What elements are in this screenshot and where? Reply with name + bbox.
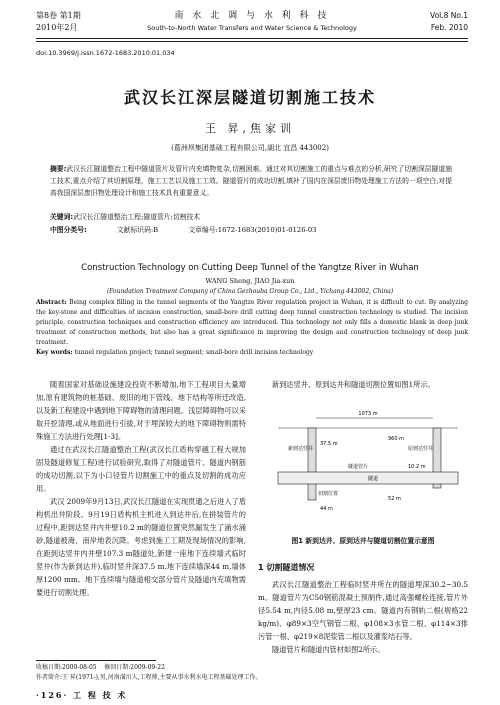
- keywords-text: 武汉长江隧道整治工程;隧道管片;切割技术: [73, 213, 201, 221]
- doc-code: 文献标识码:B: [116, 226, 159, 234]
- paper-title: 武汉长江深层隧道切割施工技术: [123, 88, 376, 107]
- english-authors: WANG Sheng, JIAO Jia-xun: [205, 277, 295, 285]
- header-journal: [146, 10, 358, 34]
- article-number: 文章编号:1672-1683(2010)01-0126-03: [188, 226, 317, 234]
- fig-label: 隧道: [368, 476, 379, 482]
- abstract-text: 武汉长江隧道整治工程中隧道管片及管片内充填物复杂,切割困难。通过对其切割施工的重点与难点的分析,研究了切割深层隧道施工技术,重点介绍了其切割原理、施工工艺以及施工工效。隧道管片的成功切割,填补了国内在深层废旧物处理施工方法的一项空白,对提高我国深层废旧物处理设计和施工技术具有重要意义。: [50, 165, 452, 197]
- right-column-intro: [258, 378, 468, 391]
- english-keywords-text: tunnel regulation project; tunnel segment; small-bore drill incision technology: [74, 349, 314, 356]
- header-right: [430, 10, 468, 34]
- fig-label: 切割位置: [318, 491, 339, 497]
- footnote: [36, 663, 468, 683]
- body-paragraph: 通过在武汉长江隧道整治工程(武汉长江盾构穿越工程大规加固及隧道修复工程)进行试验研究,取得了对隧道管片、隧道内钢筋的成功切割,以下为小口径管片切割施工中的重点及切割的成功应用。: [36, 445, 246, 493]
- affiliation: (葛洲坝集团基础工程有限公司,湖北 宜昌 443002): [171, 144, 329, 152]
- journal-name-en: South-to-North Water Transfers and Water Science & Technology: [147, 24, 357, 32]
- figure-1-caption: 图1 新到达井、原到达井与隧道切割位置示意图: [291, 537, 435, 545]
- header-rule: [36, 38, 468, 39]
- classification: [50, 224, 452, 236]
- journal-name-cn: 南 水 北 调 与 水 利 科 技: [174, 11, 330, 21]
- keywords-label: 关键词:: [50, 213, 74, 221]
- keywords: [50, 211, 452, 223]
- date-en: Feb. 2010: [430, 23, 468, 32]
- page-number: ·126· 工 程 技 术: [36, 690, 128, 700]
- fig-label: 隧道管片: [348, 464, 369, 470]
- footnote-rule: [36, 660, 156, 661]
- received-date: 收稿日期:2009-08-05: [36, 664, 97, 671]
- english-abstract-label: Abstract:: [36, 299, 67, 306]
- english-keywords: [36, 348, 468, 358]
- body-paragraph: 新到达竖井、原到达井和隧道切割位置如图1所示。: [272, 380, 435, 389]
- author-bio: 作者简介:王 昇(1971-),男,河南潢川人,工程师,主要从事水利水电工程基础处理工作。: [36, 674, 262, 681]
- fig-label: 1073 m: [358, 411, 378, 417]
- section-1: [258, 553, 468, 656]
- fig-label: 原到达竖井: [408, 446, 434, 452]
- figure-1-diagram: [258, 400, 468, 528]
- english-abstract: [36, 298, 468, 348]
- header-rule-2: [36, 41, 468, 42]
- authors: 王 昇,焦家训: [205, 122, 295, 135]
- revised-date: 修回日期:2009-09-22: [104, 664, 165, 671]
- english-abstract-text: Being complex filling in the tunnel segments of the Yangtze River regulation project in Wuhan, it is difficult to cut. By analyzing the key-stone and difficulties of incision construction, small-bore drill cutting deep tunnel construction technology is studied. The incision principle, construction techniques and construction efficiency are introduced. This technology not only fills a domestic blank in deep junk treatment of construction methods, but also has a great significance in improving the design and construction technology of deep junk treatment.: [36, 299, 468, 346]
- left-column: [36, 378, 246, 599]
- body-paragraph: 武汉 2009年9月13日,武汉长江隧道在实现贯通之后进入了盾构机出井阶段。9月19日盾构机主机进入到达井后,在拼装管片的过程中,距到达竖井内井壁10.2 m的隧道位置突然漏发生了涌水涌砂,隧道被淹、南岸地表沉降。考虑到施工工期及现场情况的影响,在距到达竖井内井壁107.3 m隧道处,新建一座地下连续墙式临时竖井(作为新到达井),临时竖井深37.5 m,地下连续墙深44 m,墙体厚1200 mm。地下连续墙与隧道相交部分管片及隧道内充填物需要进行切割处理。: [36, 497, 246, 597]
- volume-en: Vol.8 No.1: [430, 11, 468, 20]
- abstract-label: 摘要:: [50, 165, 67, 173]
- volume-cn: 第8卷 第1期: [36, 11, 81, 20]
- new-shaft-wall: [308, 428, 316, 500]
- class-label: 中图分类号:: [50, 226, 87, 234]
- fig-label: 新到达竖井: [288, 446, 314, 452]
- page-header: [36, 10, 468, 36]
- section-1-title: 1 切割隧道情况: [258, 563, 315, 572]
- fig-label: 10.2 m: [408, 464, 426, 470]
- header-left: [36, 10, 81, 34]
- body-paragraph: 随着国家对基础设施建设投资不断增加,地下工程项目大量增加,原有建筑物的桩基础、废旧的地下管线、地下结构等所迁改造,以及新工程建设中遇到地下障碍物的清理问题。浅层障碍物可以采取开挖清理,或从地面进行引拔,对于埋深较大的地下障碍物则需特殊施工方法进行处理[1-3]。: [36, 380, 246, 441]
- date-cn: 2010年2月: [36, 23, 78, 32]
- body-paragraph: 武汉长江隧道整治工程临时竖井所在的隧道埋深30.2~30.5 m。隧道管片为C50钢筋混凝土预制件,通过高强螺栓连接,管片外径5.54 m,内径5.08 m,壁厚23 cm。隧道内有钢轨二根(规格22 kg/m)、φ89×3空气钢管二根、φ108×3水管二根、φ114×3排污管一根、φ219×8泥浆管二根以及灌浆结石等。: [258, 580, 468, 641]
- english-title: Construction Technology on Cutting Deep Tunnel of the Yangtze River in Wuhan: [81, 263, 419, 273]
- fig-label: 37.5 m: [320, 441, 338, 447]
- english-keywords-label: Key words:: [36, 349, 73, 356]
- fig-label: 44 m: [320, 506, 333, 512]
- doi: doi:10.3969/j.issn.1672-1683.2010.01.034: [36, 49, 175, 57]
- abstract: [50, 163, 452, 199]
- fig-label: 52 m: [388, 496, 401, 502]
- english-affiliation: (Foundation Treatment Company of China Gezhouba Group Co., Ltd., Yichang 443002, China): [106, 288, 394, 295]
- body-paragraph: 隧道管片和隧道内管材如图2所示。: [272, 645, 385, 654]
- fig-label: 960 m: [388, 436, 405, 442]
